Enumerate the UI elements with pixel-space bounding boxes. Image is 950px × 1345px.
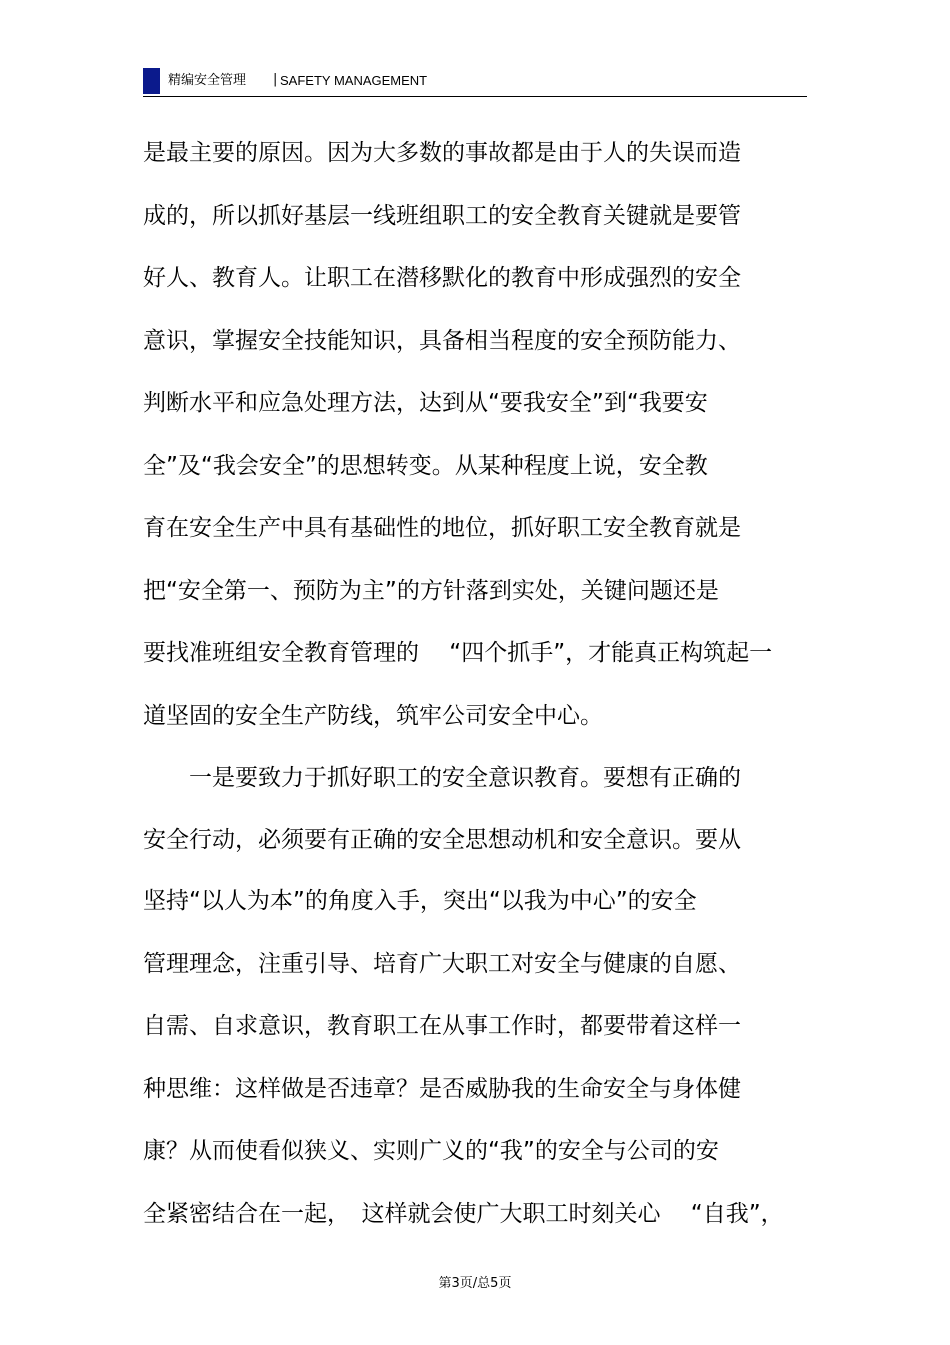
logo-mark: [143, 68, 160, 94]
text-line: 一是要致力于抓好职工的安全意识教育。要想有正确的: [143, 765, 741, 791]
text-line: 把“安全第一、预防为主”的方针落到实处，关键问题还是: [143, 578, 719, 604]
header-separator: |: [273, 72, 278, 87]
text-line: 判断水平和应急处理方法，达到从“要我安全”到“我要安: [143, 390, 708, 416]
text-line: 育在安全生产中具有基础性的地位，抓好职工安全教育就是: [143, 515, 741, 541]
text-line: 康？从而使看似狭义、实则广义的“我”的安全与公司的安: [143, 1138, 719, 1164]
text-line: 种思维：这样做是否违章？是否威胁我的生命安全与身体健: [143, 1076, 741, 1102]
header-title-cn: 精编安全管理: [168, 73, 247, 88]
text-line: 全”及“我会安全”的思想转变。从某种程度上说，安全教: [143, 453, 708, 479]
text-line: 全紧密结合在一起， 这样就会使广大职工时刻关心 “自我”，: [143, 1201, 784, 1227]
text-line: 好人、教育人。让职工在潜移默化的教育中形成强烈的安全: [143, 265, 741, 291]
page-number: 第3页/总5页: [438, 1276, 512, 1291]
text-line: 是最主要的原因。因为大多数的事故都是由于人的失误而造: [143, 140, 741, 166]
text-line: 安全行动，必须要有正确的安全思想动机和安全意识。要从: [143, 827, 741, 853]
header-title-en: SAFETY MANAGEMENT: [280, 73, 428, 88]
text-line: 成的，所以抓好基层一线班组职工的安全教育关键就是要管: [143, 203, 741, 229]
text-line: 自需、自求意识，教育职工在从事工作时，都要带着这样一: [143, 1013, 741, 1039]
text-line: 道坚固的安全生产防线，筑牢公司安全中心。: [143, 703, 603, 729]
text-line: 意识，掌握安全技能知识，具备相当程度的安全预防能力、: [143, 328, 741, 354]
text-line: 管理理念，注重引导、培育广大职工对安全与健康的自愿、: [143, 951, 741, 977]
text-line: 坚持“以人为本”的角度入手，突出“以我为中心”的安全: [143, 888, 697, 914]
text-line: 要找准班组安全教育管理的 “四个抓手”，才能真正构筑起一: [143, 640, 773, 666]
page-header: [143, 66, 807, 97]
